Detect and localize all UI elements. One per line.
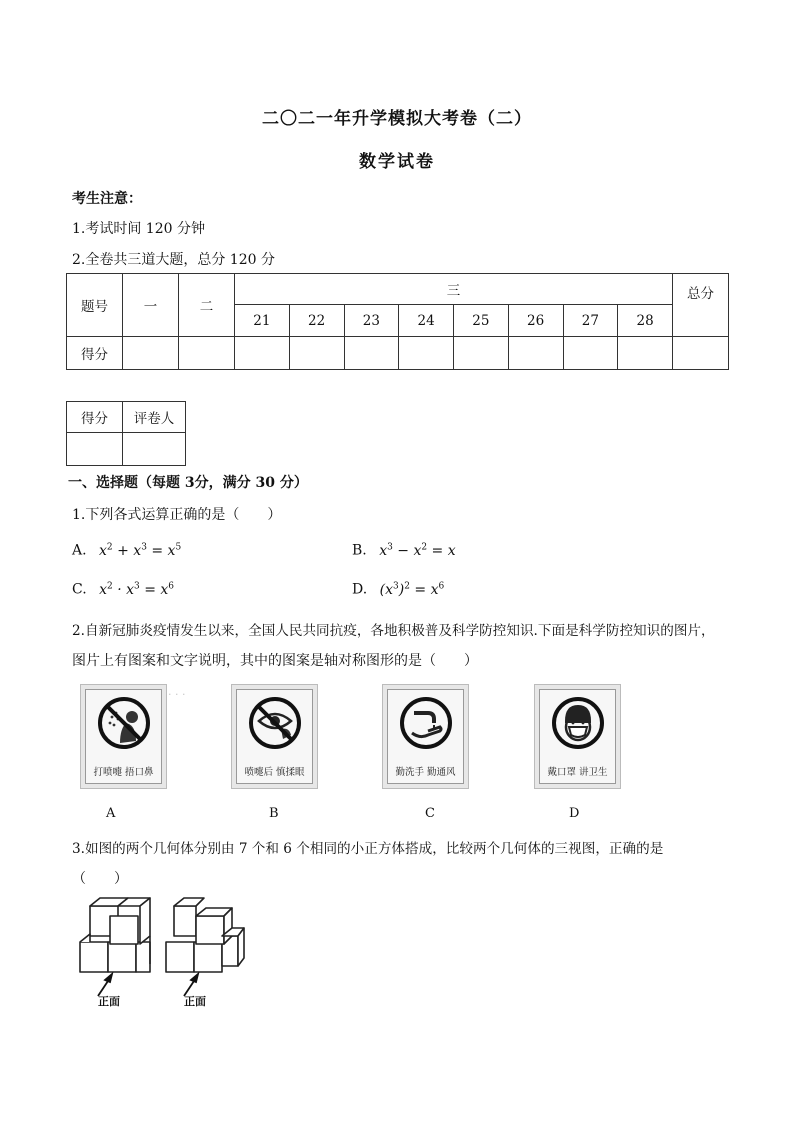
score-cell: [344, 337, 399, 370]
question-3-stem-line1: 3.如图的两个几何体分别由 7 个和 6 个相同的小正方体搭成，比较两个几何体的三视图，正确的是: [72, 841, 664, 857]
sign-b: [231, 684, 318, 789]
score-table-q28: 28: [618, 305, 673, 337]
section-heading: 一、选择题（每题 3分，满分 30 分）: [68, 475, 308, 491]
front-label-right: 正面: [184, 995, 206, 1008]
score-table-q21: 21: [235, 305, 290, 337]
grader-table-grader-label: 评卷人: [123, 402, 186, 433]
q2-option-c-letter: C: [425, 806, 435, 821]
q1-option-a: [72, 542, 181, 559]
score-table: [66, 273, 729, 370]
score-cell: [399, 337, 454, 370]
sign-d: [534, 684, 621, 789]
score-table-q26: 26: [508, 305, 563, 337]
question-2-stem-line1: 2.自新冠肺炎疫情发生以来，全国人民共同抗疫，各地积极普及科学防控知识.下面是科学防控知识的图片，: [72, 623, 715, 639]
no-rub-eyes-icon: [247, 693, 303, 753]
note-time: 1.考试时间 120 分钟: [72, 221, 205, 237]
score-table-part-three: 三: [235, 274, 673, 305]
q1-option-d-formula: $(x^3)^2 = x^6$: [379, 581, 445, 598]
q1-option-b: [352, 542, 456, 559]
score-table-q23: 23: [344, 305, 399, 337]
grader-table: [66, 401, 186, 466]
score-cell: [289, 337, 344, 370]
sign-b-caption: 喷嚏后 慎揉眼: [244, 767, 305, 778]
question-1-stem: 1.下列各式运算正确的是（ ）: [72, 507, 282, 523]
q1-option-a-formula: $x^2 + x^3 = x^5$: [99, 542, 182, 559]
q1-option-c: [72, 581, 174, 598]
score-cell: [618, 337, 673, 370]
score-table-q22: 22: [289, 305, 344, 337]
q1-option-b-label: B.: [352, 542, 367, 559]
score-cell: [563, 337, 618, 370]
score-table-q25: 25: [454, 305, 509, 337]
score-cell: [454, 337, 509, 370]
bleed-through-text: · · ·: [168, 688, 186, 701]
exam-subtitle: 数学试卷: [359, 152, 435, 172]
q2-option-d-letter: D: [569, 806, 580, 821]
q2-option-b-letter: B: [269, 806, 279, 821]
wear-mask-icon: [550, 693, 606, 753]
score-cell: [123, 337, 179, 370]
score-table-topic-label: 题号: [67, 274, 123, 337]
sign-d-caption: 戴口罩 讲卫生: [547, 767, 608, 778]
score-table-q24: 24: [399, 305, 454, 337]
wash-hands-icon: [398, 693, 454, 753]
sign-c-caption: 勤洗手 勤通风: [395, 767, 456, 778]
score-table-part-two: 二: [179, 274, 235, 337]
grader-score-cell: [67, 433, 123, 466]
q2-option-a-letter: A: [106, 806, 116, 821]
q1-option-a-label: A.: [72, 542, 87, 559]
q1-option-c-formula: $x^2 \cdot x^3 = x^6$: [99, 581, 175, 598]
score-table-part-one: 一: [123, 274, 179, 337]
question-2-stem-line2: 图片上有图案和文字说明，其中的图案是轴对称图形的是（ ）: [72, 653, 478, 669]
score-cell: [508, 337, 563, 370]
sign-a: [80, 684, 167, 789]
score-cell: [235, 337, 290, 370]
question-3-stem-line2: （ ）: [72, 871, 128, 887]
grader-table-score-label: 得分: [67, 402, 123, 433]
q1-option-b-formula: $x^3 - x^2 = x$: [379, 542, 456, 559]
score-table-score-label: 得分: [67, 337, 123, 370]
q1-option-d: [352, 581, 444, 598]
score-table-q27: 27: [563, 305, 618, 337]
sign-c: [382, 684, 469, 789]
score-cell: [673, 337, 729, 370]
cube-figure-left: [80, 898, 150, 972]
q1-option-d-label: D.: [352, 581, 368, 598]
exam-title: 二〇二一年升学模拟大考卷（二）: [262, 109, 532, 129]
grader-name-cell: [123, 433, 186, 466]
cube-figure-right: [166, 898, 244, 972]
front-label-left: 正面: [98, 995, 120, 1008]
sign-a-caption: 打喷嚏 捂口鼻: [93, 767, 154, 778]
note-total: 2.全卷共三道大题，总分 120 分: [72, 252, 275, 268]
score-table-total-label: 总分: [673, 274, 729, 337]
q1-option-c-label: C.: [72, 581, 87, 598]
notes-heading: 考生注意：: [72, 191, 142, 207]
score-cell: [179, 337, 235, 370]
no-sneeze-icon: [96, 693, 152, 753]
